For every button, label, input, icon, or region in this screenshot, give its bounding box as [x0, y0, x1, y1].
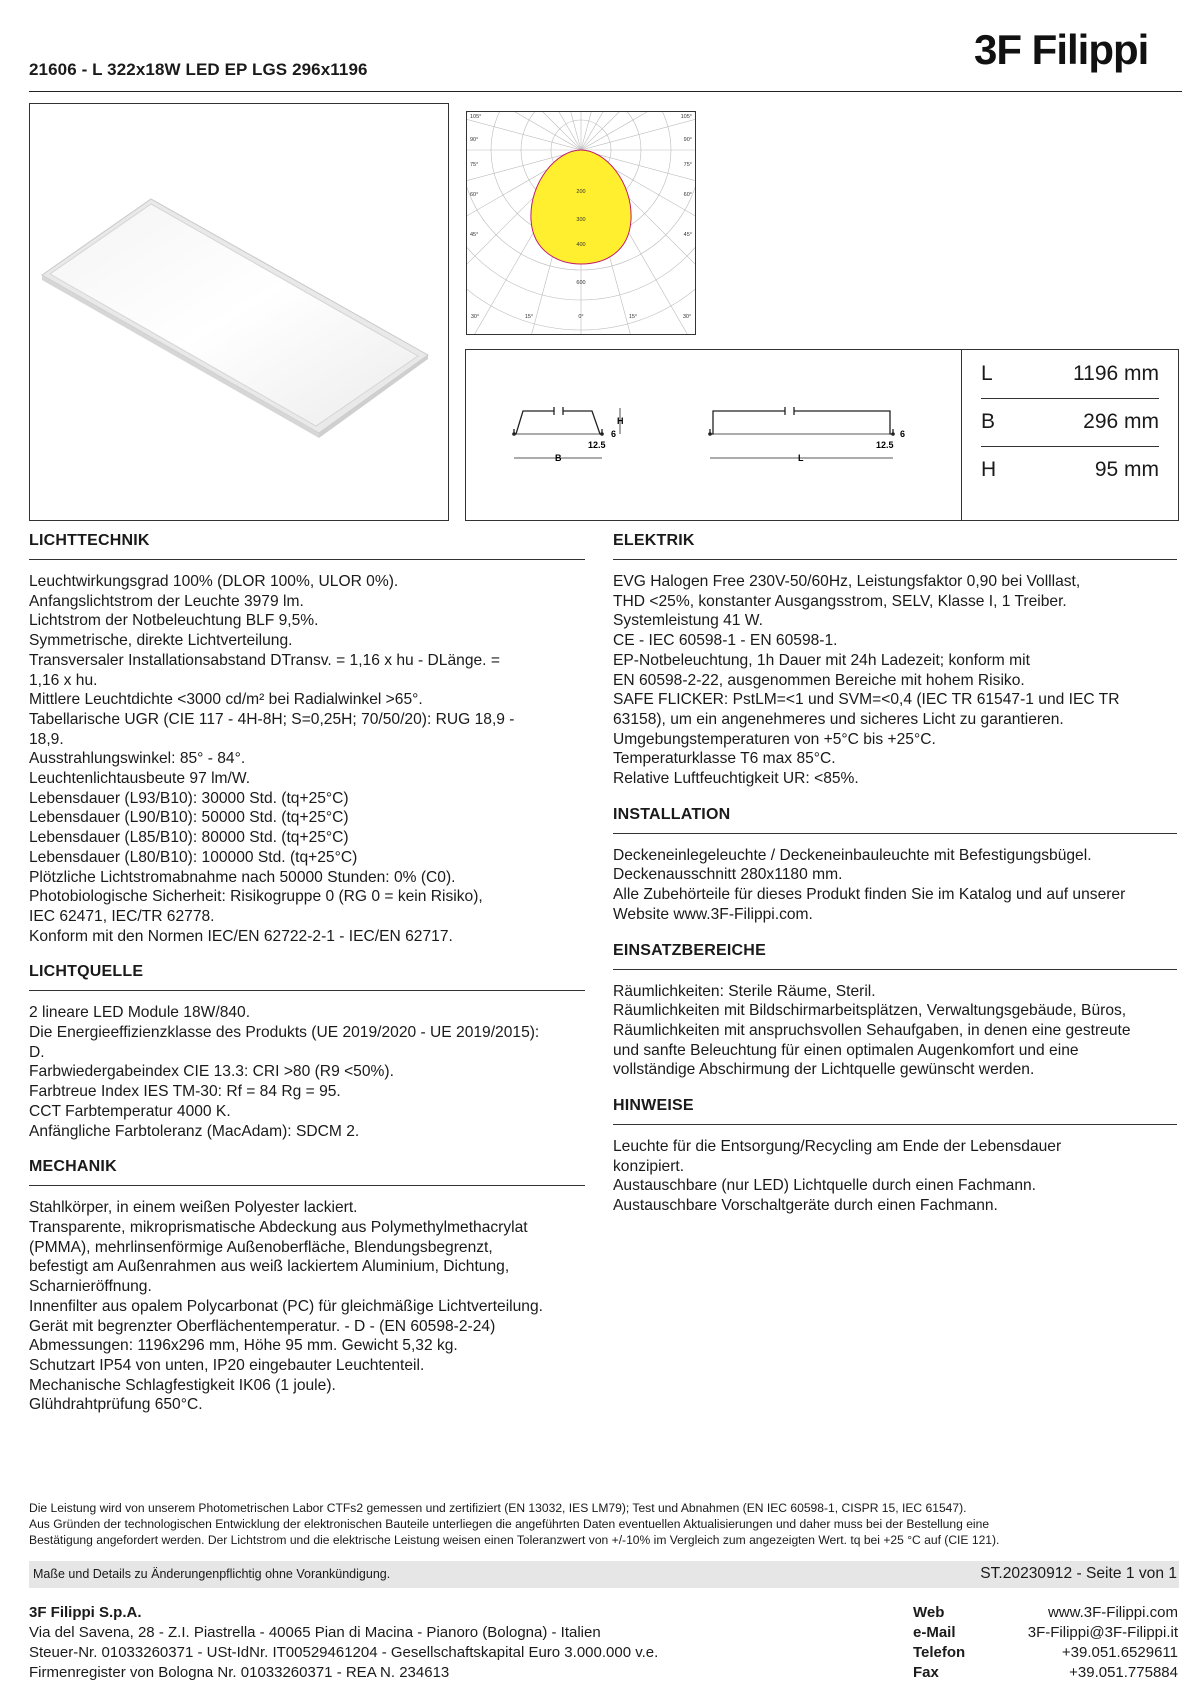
contact-row-phone: [913, 1643, 1178, 1663]
text-line: Die Leistung wird von unserem Photometrischen Labor CTFs2 gemessen und zertifiziert (EN 13032, IES LM79); Test und Abnahmen (EN IEC 60598-1, CISPR 15, IEC 61547).: [29, 1501, 967, 1515]
text-line: Glühdrahtprüfung 650°C.: [29, 1396, 203, 1414]
text-line: D.: [29, 1043, 45, 1061]
text-line: Konform mit den Normen IEC/EN 62722-2-1 - IEC/EN 62717.: [29, 927, 453, 945]
dimensions-panel: [465, 349, 1179, 521]
text-line: Anfängliche Farbtoleranz (MacAdam): SDCM 2.: [29, 1122, 360, 1140]
contact-key: e-Mail: [913, 1624, 956, 1641]
text-line: befestigt am Außenrahmen aus weiß lackiertem Aluminium, Dichtung,: [29, 1258, 510, 1276]
website-link[interactable]: www.3F-Filippi.com: [1047, 1604, 1178, 1621]
polar-angle-label-left: 60°: [470, 192, 479, 198]
polar-radial-label: 400: [576, 242, 586, 248]
text-line: Mechanische Schlagfestigkeit IK06 (1 joule).: [29, 1376, 336, 1394]
section-body: [29, 1198, 585, 1415]
text-line: 18,9.: [29, 730, 64, 748]
luminaire-illustration: [30, 104, 448, 520]
section-body: [613, 846, 1177, 925]
dimension-value: 95 mm: [1094, 458, 1159, 481]
company-name: 3F Filippi S.p.A.: [29, 1604, 142, 1621]
section-hinweise: [613, 1097, 1177, 1216]
text-line: SAFE FLICKER: PstLM=<1 und SVM=<0,4 (IEC TR 61547-1 und IEC TR: [613, 691, 1120, 709]
contact-row-email: [913, 1623, 1178, 1643]
section-heading: MECHANIK: [29, 1158, 585, 1186]
dim-label-6-side: 6: [900, 429, 906, 439]
text-line: Temperaturklasse T6 max 85°C.: [613, 750, 836, 768]
dim-label-thickness-front: 12.5: [588, 440, 606, 450]
dimension-row-height: [981, 446, 1159, 494]
polar-angle-label-bottom: 15°: [524, 314, 534, 320]
polar-angle-label-left: 90°: [470, 137, 479, 143]
product-photo: [29, 103, 449, 521]
text-line: Firmenregister von Bologna Nr. 01033260371 - REA N. 234613: [29, 1664, 450, 1681]
email-link[interactable]: 3F-Filippi@3F-Filippi.it: [1027, 1624, 1178, 1641]
dimension-key: H: [981, 458, 997, 481]
section-heading: HINWEISE: [613, 1097, 1177, 1125]
polar-angle-label-right: 75°: [683, 162, 692, 168]
section-body: [29, 1003, 585, 1141]
page-info: ST.20230912 - Seite 1 von 1: [980, 1565, 1177, 1582]
product-title: 21606 - L 322x18W LED EP LGS 296x1196: [29, 60, 368, 79]
notice-bar: [29, 1561, 1179, 1588]
company-details: [29, 1623, 849, 1683]
text-line: EP-Notbeleuchtung, 1h Dauer mit 24h Ladezeit; konform mit: [613, 651, 1030, 669]
text-line: Relative Luftfeuchtigkeit UR: <85%.: [613, 770, 859, 788]
text-line: Website www.3F-Filippi.com.: [613, 905, 813, 923]
text-line: Räumlichkeiten mit anspruchsvollen Sehaufgaben, in denen eine gestreute: [613, 1021, 1131, 1039]
company-info: [29, 1603, 849, 1683]
contact-info: [913, 1603, 1178, 1683]
text-line: Deckenausschnitt 280x1180 mm.: [613, 866, 843, 884]
text-line: (PMMA), mehrlinsenförmige Außenoberfläche, Blendungsbegrenzt,: [29, 1238, 493, 1256]
text-line: Anfangslichtstrom der Leuchte 3979 lm.: [29, 592, 304, 610]
contact-row-fax: [913, 1663, 1178, 1683]
dimension-key: L: [981, 362, 993, 385]
polar-angle-label-left: 105°: [470, 114, 482, 120]
dimensions-divider: [961, 350, 962, 520]
dimension-key: B: [981, 410, 996, 433]
dim-label-6-front: 6: [611, 429, 617, 439]
dim-label-b: B: [555, 453, 562, 463]
section-body: [613, 982, 1177, 1081]
text-line: Tabellarische UGR (CIE 117 - 4H-8H; S=0,25H; 70/50/20): RUG 18,9 -: [29, 710, 515, 728]
text-line: CCT Farbtemperatur 4000 K.: [29, 1102, 231, 1120]
text-line: vollständige Abschirmung der Lichtquelle gewünscht werden.: [613, 1061, 1035, 1079]
text-line: Systemleistung 41 W.: [613, 612, 763, 630]
polar-angle-label-bottom: 30°: [470, 314, 480, 320]
section-body: [613, 1137, 1177, 1216]
phone-number: +39.051.6529611: [1061, 1644, 1178, 1661]
section-heading: LICHTQUELLE: [29, 963, 585, 991]
text-line: 2 lineare LED Module 18W/840.: [29, 1004, 251, 1022]
section-einsatzbereiche: [613, 942, 1177, 1081]
text-line: Ausstrahlungswinkel: 85° - 84°.: [29, 750, 246, 768]
text-line: Scharnieröffnung.: [29, 1278, 152, 1296]
text-line: Räumlichkeiten: Sterile Räume, Steril.: [613, 982, 876, 1000]
section-mechanik: [29, 1158, 585, 1415]
text-line: Räumlichkeiten mit Bildschirmarbeitsplätzen, Verwaltungsgebäude, Büros,: [613, 1002, 1127, 1020]
polar-radial-label: 600: [576, 280, 586, 286]
polar-angle-label-bottom: 30°: [682, 314, 692, 320]
text-line: Leuchte für die Entsorgung/Recycling am Ende der Lebensdauer: [613, 1138, 1062, 1156]
text-line: Abmessungen: 1196x296 mm, Höhe 95 mm. Gewicht 5,32 kg.: [29, 1337, 458, 1355]
spec-column-left: [29, 532, 585, 1432]
text-line: CE - IEC 60598-1 - EN 60598-1.: [613, 632, 838, 650]
header-rule: [29, 91, 1182, 92]
spec-column-right: [613, 532, 1177, 1233]
section-heading: INSTALLATION: [613, 806, 1177, 834]
section-elektrik: [613, 532, 1177, 789]
section-body: [613, 572, 1177, 789]
dim-label-thickness-side: 12.5: [876, 440, 894, 450]
polar-light-distribution: [466, 111, 696, 335]
text-line: Plötzliche Lichtstromabnahme nach 50000 Stunden: 0% (C0).: [29, 868, 456, 886]
text-line: EN 60598-2-22, ausgenommen Bereiche mit hohem Risiko.: [613, 671, 1025, 689]
dimension-value: 296 mm: [1083, 410, 1159, 433]
text-line: Austauschbare (nur LED) Lichtquelle durch einen Fachmann.: [613, 1177, 1037, 1195]
polar-radial-label: 200: [576, 189, 586, 195]
text-line: Deckeneinlegeleuchte / Deckeneinbauleuchte mit Befestigungsbügel.: [613, 846, 1092, 864]
text-line: Innenfilter aus opalem Polycarbonat (PC) für gleichmäßige Lichtverteilung.: [29, 1297, 543, 1315]
section-lichttechnik: [29, 532, 585, 946]
dimension-row-width: [981, 398, 1159, 447]
text-line: Via del Savena, 28 - Z.I. Piastrella - 40065 Pian di Macina - Pianoro (Bologna) - Italien: [29, 1624, 601, 1641]
contact-row-web: [913, 1603, 1178, 1623]
fax-number: +39.051.775884: [1069, 1664, 1178, 1681]
polar-diagram: [467, 112, 695, 334]
text-line: Mittlere Leuchtdichte <3000 cd/m² bei Radialwinkel >65°.: [29, 691, 423, 709]
text-line: Stahlkörper, in einem weißen Polyester lackiert.: [29, 1199, 358, 1217]
text-line: Lebensdauer (L93/B10): 30000 Std. (tq+25°C): [29, 789, 349, 807]
polar-angle-label-bottom: 15°: [628, 314, 638, 320]
section-heading: LICHTTECHNIK: [29, 532, 585, 560]
section-heading: ELEKTRIK: [613, 532, 1177, 560]
polar-angle-label-right: 90°: [683, 137, 692, 143]
technical-drawing: [466, 350, 961, 520]
dim-label-l: L: [798, 453, 804, 463]
text-line: Umgebungstemperaturen von +5°C bis +25°C.: [613, 730, 936, 748]
text-line: Austauschbare Vorschaltgeräte durch einen Fachmann.: [613, 1197, 998, 1215]
svg-text:3F Filippi: 3F Filippi: [974, 26, 1149, 73]
text-line: Transversaler Installationsabstand DTransv. = 1,16 x hu - DLänge. =: [29, 651, 500, 669]
text-line: Aus Gründen der technologischen Entwicklung der elektronischen Bauteile unterliegen die angeführten Daten eventuellen Aktualisierungen und daher muss bei der Bestellung eine: [29, 1517, 990, 1531]
contact-key: Fax: [913, 1664, 939, 1681]
text-line: und sanfte Beleuchtung für einen optimalen Augenkomfort und eine: [613, 1041, 1079, 1059]
polar-angle-label-bottom: 0°: [578, 314, 584, 320]
text-line: EVG Halogen Free 230V-50/60Hz, Leistungsfaktor 0,90 bei Volllast,: [613, 573, 1081, 590]
text-line: Alle Zubehörteile für dieses Produkt finden Sie im Katalog und auf unserer: [613, 886, 1126, 904]
section-installation: [613, 806, 1177, 925]
text-line: Leuchtenlichtausbeute 97 lm/W.: [29, 770, 251, 788]
change-notice: Maße und Details zu Änderungenpflichtig ohne Vorankündigung.: [33, 1567, 391, 1581]
dim-label-h: H: [617, 416, 624, 426]
polar-angle-label-right: 60°: [683, 192, 692, 198]
text-line: Symmetrische, direkte Lichtverteilung.: [29, 632, 293, 650]
dimension-row-length: [981, 350, 1159, 399]
contact-key: Telefon: [913, 1644, 966, 1661]
polar-radial-label: 300: [576, 217, 586, 223]
text-line: Steuer-Nr. 01033260371 - USt-IdNr. IT00529461204 - Gesellschaftskapital Euro 3.000.000 v.e.: [29, 1644, 659, 1661]
polar-angle-label-right: 45°: [683, 232, 692, 238]
text-line: THD <25%, konstanter Ausgangsstrom, SELV, Klasse I, 1 Treiber.: [613, 592, 1067, 610]
text-line: Photobiologische Sicherheit: Risikogruppe 0 (RG 0 = kein Risiko),: [29, 888, 483, 906]
brand-logo: [974, 24, 1182, 74]
text-line: Schutzart IP54 von unten, IP20 eingebauter Leuchtenteil.: [29, 1356, 425, 1374]
text-line: Die Energieeffizienzklasse des Produkts (UE 2019/2020 - UE 2019/2015):: [29, 1024, 540, 1042]
polar-angle-label-left: 75°: [470, 162, 479, 168]
text-line: IEC 62471, IEC/TR 62778.: [29, 907, 215, 925]
text-line: Bestätigung angefordert werden. Der Lichtstrom und die elektrische Leistung weisen einen Toleranzwert von +/-10% im Vergleich zum angezeigten Wert. tq bei +25 °C auf (CIE 121).: [29, 1533, 1000, 1547]
dimension-value: 1196 mm: [1073, 362, 1159, 385]
section-lichtquelle: [29, 963, 585, 1141]
text-line: 1,16 x hu.: [29, 671, 98, 689]
text-line: Farbwiedergabeindex CIE 13.3: CRI >80 (R9 <50%).: [29, 1063, 394, 1081]
text-line: konzipiert.: [613, 1157, 685, 1175]
section-body: [29, 572, 585, 946]
polar-angle-label-left: 45°: [470, 232, 479, 238]
text-line: Gerät mit begrenzter Oberflächentemperatur. - D - (EN 60598-2-24): [29, 1317, 496, 1335]
text-line: 63158), um ein angenehmeres und sicheres Licht zu garantieren.: [613, 710, 1064, 728]
text-line: Lebensdauer (L80/B10): 100000 Std. (tq+25°C): [29, 848, 358, 866]
section-heading: EINSATZBEREICHE: [613, 942, 1177, 970]
text-line: Lebensdauer (L85/B10): 80000 Std. (tq+25°C): [29, 829, 349, 847]
text-line: Farbtreue Index IES TM-30: Rf = 84 Rg = 95.: [29, 1083, 341, 1101]
disclaimer-text: [29, 1500, 1179, 1548]
contact-key: Web: [913, 1604, 945, 1621]
polar-angle-label-right: 105°: [680, 114, 692, 120]
text-line: Leuchtwirkungsgrad 100% (DLOR 100%, ULOR 0%).: [29, 573, 399, 590]
text-line: Lebensdauer (L90/B10): 50000 Std. (tq+25°C): [29, 809, 349, 827]
text-line: Transparente, mikroprismatische Abdeckung aus Polymethylmethacrylat: [29, 1218, 528, 1236]
text-line: Lichtstrom der Notbeleuchtung BLF 9,5%.: [29, 612, 319, 630]
